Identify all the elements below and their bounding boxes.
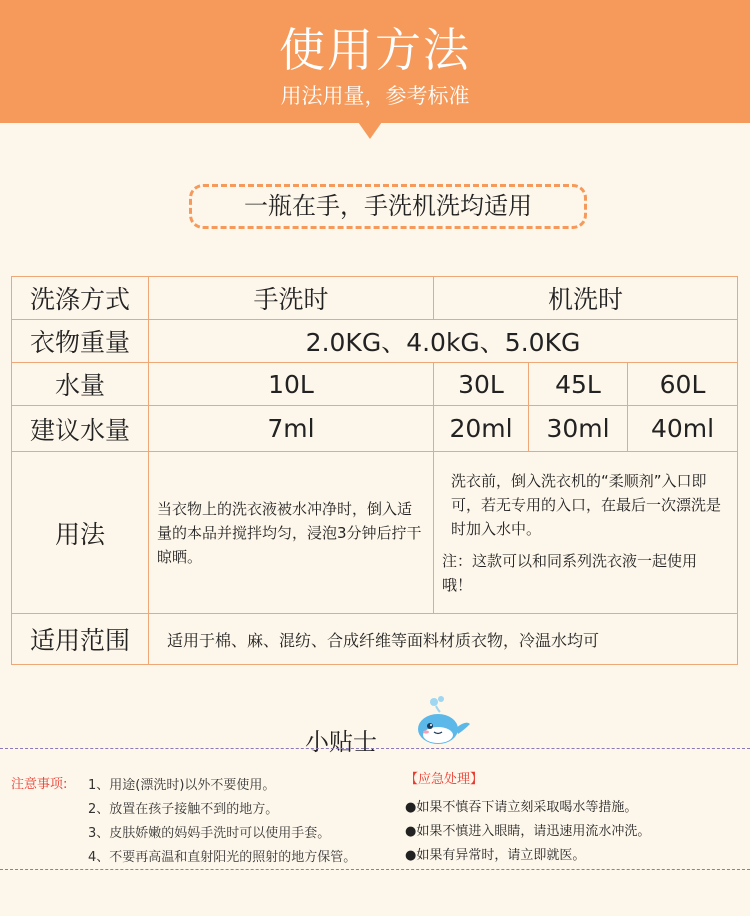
machine-usage-text: 洗衣前，倒入洗衣机的“柔顺剂”入口即可，若无专用的入口，在最后一次漂洗是时加入水中。 (451, 471, 722, 538)
header-banner (0, 0, 750, 123)
emergency-item: ●如果不慎进入眼睛，请迅速用流水冲洗。 (405, 824, 651, 839)
machine-usage-note: 注：这款可以和同系列洗衣液一起使用哦！ (442, 551, 698, 594)
table-row (12, 277, 738, 320)
machine-dose-value: 30ml (529, 406, 628, 452)
row-label-water: 水量 (12, 363, 149, 406)
row-label-scope: 适用范围 (12, 614, 149, 665)
notice-item: 2、放置在孩子接触不到的地方。 (88, 802, 279, 817)
row-label-method: 洗涤方式 (12, 277, 149, 320)
machine-water-value: 60L (628, 363, 738, 406)
table-row (12, 363, 738, 406)
notice-label: 注意事项: (11, 777, 68, 792)
machine-wash-header: 机洗时 (434, 277, 738, 320)
page-subtitle: 用法用量，参考标准 (280, 84, 470, 108)
tips-title: 小贴士 (305, 728, 377, 756)
page-title: 使用方法 (279, 23, 471, 77)
usage-table (11, 276, 738, 665)
whale-icon (414, 694, 474, 748)
emergency-item: ●如果不慎吞下请立刻采取喝水等措施。 (405, 800, 638, 815)
machine-dose-value: 20ml (434, 406, 529, 452)
hand-water-value: 10L (149, 363, 434, 406)
hand-dose-value: 7ml (149, 406, 434, 452)
table-row (12, 452, 738, 614)
table-row (12, 614, 738, 665)
row-label-dose: 建议水量 (12, 406, 149, 452)
table-row (12, 406, 738, 452)
notice-item: 4、不要再高温和直射阳光的照射的地方保管。 (88, 850, 357, 865)
weight-value: 2.0KG、4.0kG、5.0KG (149, 320, 738, 363)
notice-item: 1、用途(漂洗时)以外不要使用。 (88, 778, 276, 793)
emergency-item: ●如果有异常时，请立即就医。 (405, 848, 586, 863)
scope-value: 适用于棉、麻、混纺、合成纤维等面料材质衣物，冷温水均可 (149, 614, 738, 665)
row-label-usage: 用法 (12, 452, 149, 614)
machine-water-value: 30L (434, 363, 529, 406)
slogan-pill: 一瓶在手，手洗机洗均适用 (189, 184, 587, 229)
emergency-title: 【应急处理】 (405, 772, 484, 787)
banner-pointer (358, 122, 382, 139)
notice-item: 3、皮肤娇嫩的妈妈手洗时可以使用手套。 (88, 826, 331, 841)
machine-water-value: 45L (529, 363, 628, 406)
machine-usage-cell (434, 452, 738, 614)
hand-usage-text: 当衣物上的洗衣液被水冲净时，倒入适量的本品并搅拌均匀，浸泡3分钟后拧干晾晒。 (149, 452, 434, 614)
row-label-weight: 衣物重量 (12, 320, 149, 363)
machine-dose-value: 40ml (628, 406, 738, 452)
table-row (12, 320, 738, 363)
hand-wash-header: 手洗时 (149, 277, 434, 320)
